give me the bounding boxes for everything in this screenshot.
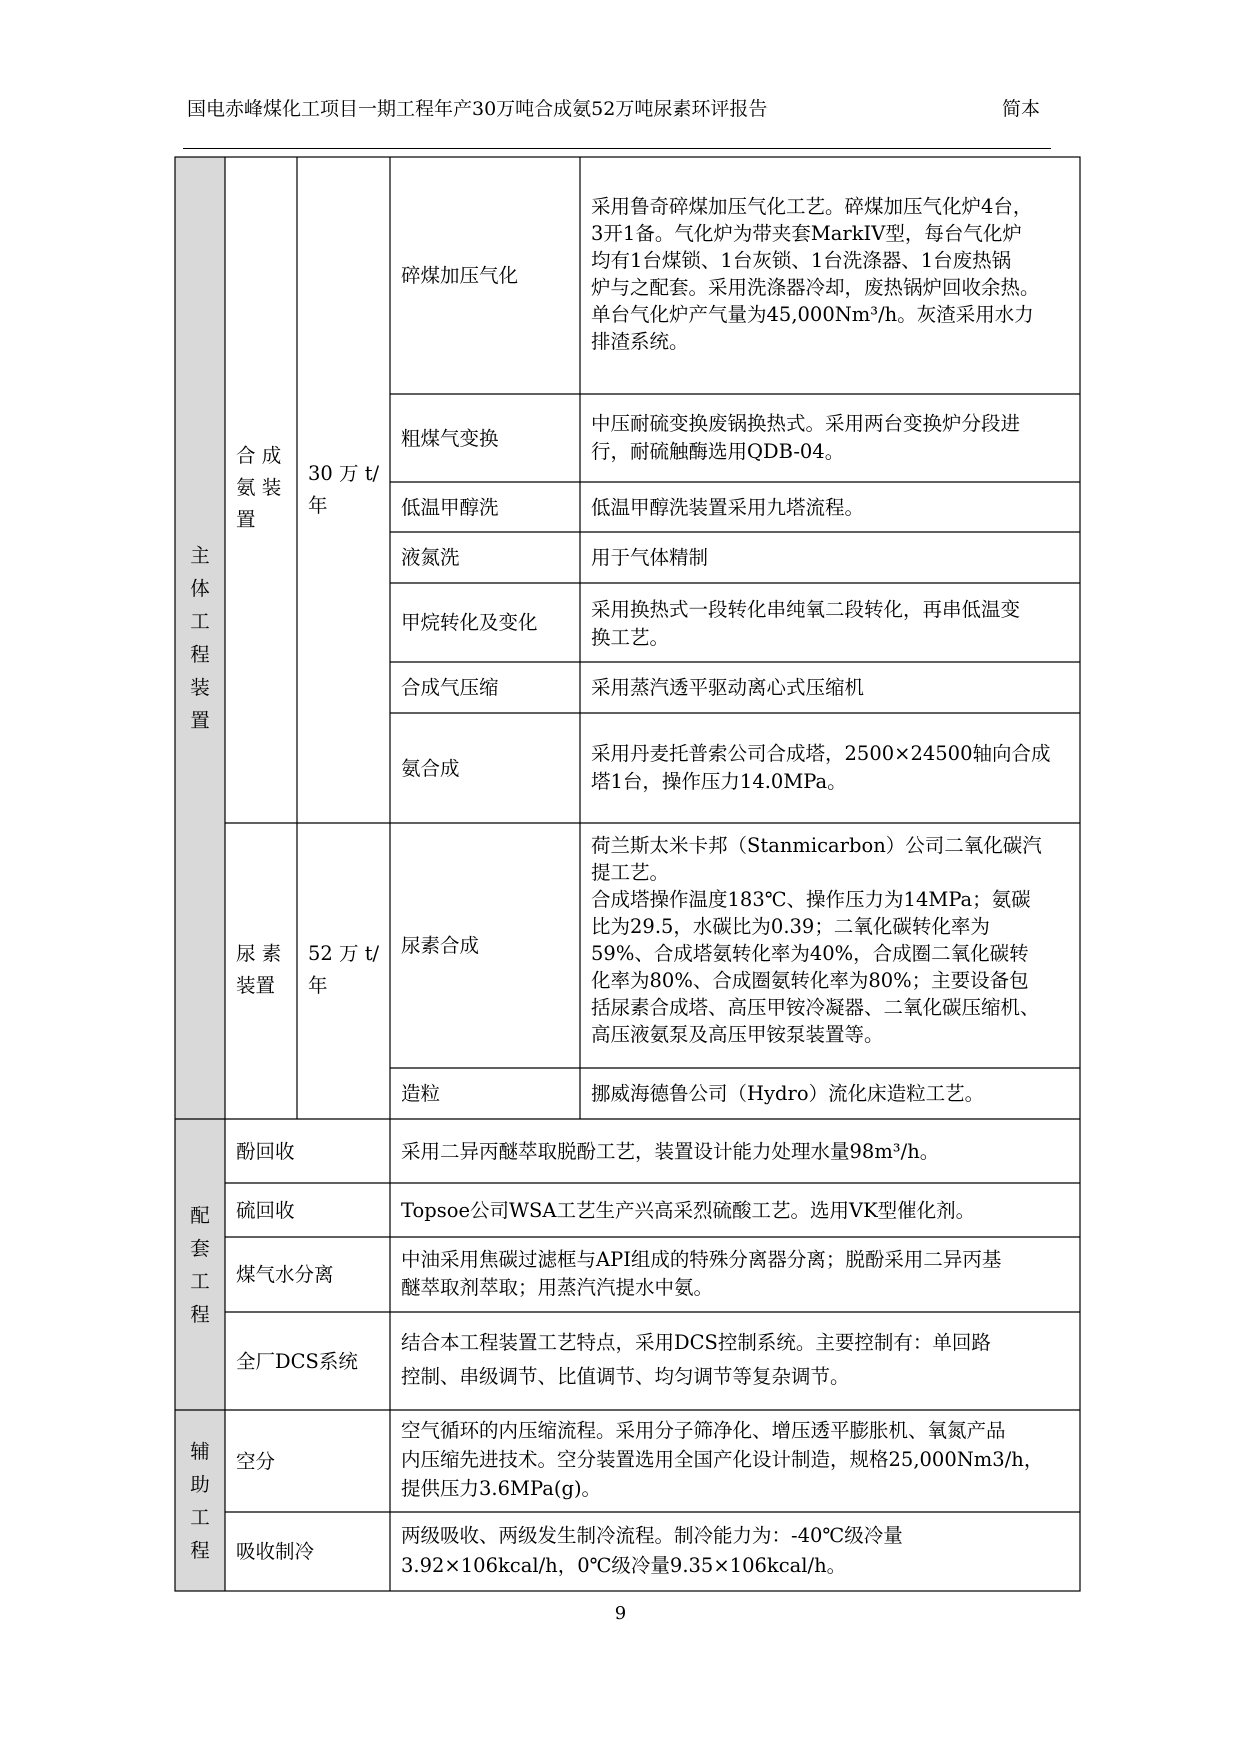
- ammonia-capacity: 30 万 t/ 年: [308, 462, 380, 517]
- process-name: 甲烷转化及变化: [401, 611, 538, 634]
- item-name: 煤气水分离: [236, 1263, 334, 1286]
- process-description: 荷兰斯太米卡邦（Stanmicarbon）公司二氧化碳汽 提工艺。 合成塔操作温度183℃、操作压力为14MPa；氨碳 比为29.5，水碳比为0.39；二氧化碳转化率为 59%、合成塔氨转化率为40%，合成圈二氧化碳转 化率为80%、合成圈氨转化率为80%；主要设备包 括尿素合成塔、高压甲铵冷凝器、二氧化碳压缩机、 高压液氨泵及高压甲铵泵装置等。: [591, 834, 1042, 1046]
- process-name: 碎煤加压气化: [401, 264, 519, 287]
- ammonia-unit-name: 合 成 氨 装 置: [236, 444, 282, 531]
- process-description: 采用蒸汽透平驱动离心式压缩机: [591, 676, 865, 699]
- main-project-label: 主 体 工 程 装 置: [190, 544, 210, 732]
- process-description: 采用换热式一段转化串纯氧二段转化，再串低温变 换工艺。: [591, 598, 1021, 649]
- process-name: 粗煤气变换: [401, 426, 499, 450]
- item-description: 中油采用焦碳过滤框与API组成的特殊分离器分离；脱酚采用二异丙基 醚萃取剂萃取；用蒸汽汽提水中氨。: [401, 1248, 1002, 1299]
- item-name: 硫回收: [236, 1198, 295, 1222]
- item-description: Topsoe公司WSA工艺生产兴高采烈硫酸工艺。选用VK型催化剂。: [401, 1198, 976, 1222]
- page-number: 9: [614, 1603, 627, 1624]
- process-description: 中压耐硫变换废锅换热式。采用两台变换炉分段进 行，耐硫触酶选用QDB-04。: [591, 412, 1021, 463]
- process-name: 合成气压缩: [401, 676, 499, 699]
- process-name: 低温甲醇洗: [401, 495, 499, 519]
- process-description: 低温甲醇洗装置采用九塔流程。: [591, 495, 865, 519]
- process-description: 采用丹麦托普索公司合成塔，2500×24500轴向合成 塔1台，操作压力14.0MPa。: [591, 742, 1051, 793]
- item-description: 两级吸收、两级发生制冷流程。制冷能力为：-40℃级冷量 3.92×106kcal/h，0℃级冷量9.35×106kcal/h。: [401, 1524, 903, 1577]
- process-name: 氨合成: [401, 756, 460, 780]
- process-description: 用于气体精制: [591, 546, 709, 569]
- item-name: 空分: [236, 1449, 276, 1473]
- process-description: 挪威海德鲁公司（Hydro）流化床造粒工艺。: [591, 1082, 985, 1105]
- urea-unit-name: 尿 素 装置: [236, 942, 282, 997]
- process-name: 造粒: [401, 1082, 441, 1105]
- supporting-project-label: 配 套 工 程: [190, 1204, 210, 1326]
- header-version: 简本: [1002, 98, 1041, 120]
- item-name: 吸收制冷: [236, 1540, 315, 1563]
- urea-capacity: 52 万 t/ 年: [308, 942, 380, 997]
- item-name: 酚回收: [236, 1139, 295, 1163]
- item-description: 结合本工程装置工艺特点，采用DCS控制系统。主要控制有：单回路 控制、串级调节、比值调节、均匀调节等复杂调节。: [401, 1331, 991, 1388]
- process-description: 采用鲁奇碎煤加压气化工艺。碎煤加压气化炉4台， 3开1备。气化炉为带夹套MarkIV型，每台气化炉 均有1台煤锁、1台灰锁、1台洗涤器、1台废热锅 炉与之配套。采用洗涤器冷却，废热锅炉回收余热。 单台气化炉产气量为45,000Nm³/h。灰渣采用水力 排渣系统。: [591, 195, 1040, 353]
- process-name: 尿素合成: [401, 934, 480, 957]
- item-name: 全厂DCS系统: [236, 1349, 358, 1373]
- auxiliary-project-label: 辅 助 工 程: [190, 1439, 210, 1562]
- item-description: 空气循环的内压缩流程。采用分子筛净化、增压透平膨胀机、氧氮产品 内压缩先进技术。空分装置选用全国产化设计制造，规格25,000Nm3/h， 提供压力3.6MPa(g)。: [401, 1419, 1044, 1500]
- header-title: 国电赤峰煤化工项目一期工程年产30万吨合成氨52万吨尿素环评报告: [187, 98, 768, 120]
- item-description: 采用二异丙醚萃取脱酚工艺，装置设计能力处理水量98m³/h。: [401, 1139, 940, 1163]
- process-name: 液氮洗: [401, 546, 460, 569]
